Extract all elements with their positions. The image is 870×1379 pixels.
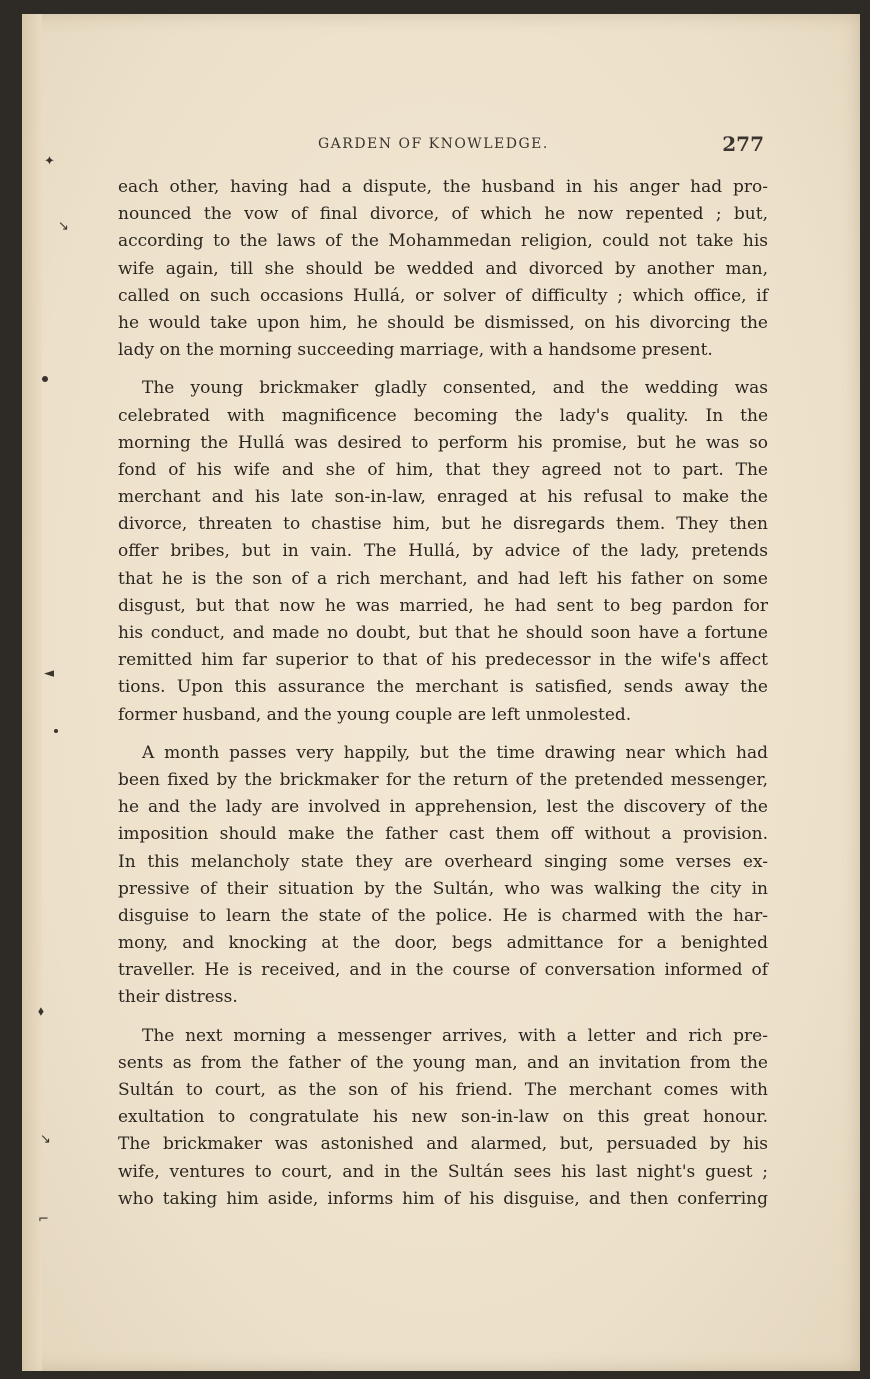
text-line: In this melancholy state they are overheard singing some verses ex- [118, 851, 768, 872]
text-line: A month passes very happily, but the time drawing near which had [142, 742, 768, 763]
text-line: The next morning a messenger arrives, with a letter and rich pre- [142, 1025, 768, 1046]
text-line: who taking him aside, informs him of his disguise, and then conferring [118, 1188, 768, 1209]
text-line: his conduct, and made no doubt, but that he should soon have a fortune [118, 623, 768, 643]
page-binding-edge [22, 14, 42, 1371]
text-line: divorce, threaten to chastise him, but he disregards them. They then [118, 514, 768, 535]
text-line: sents as from the father of the young man, and an invitation from the [118, 1052, 768, 1073]
text-line: he and the lady are involved in apprehension, lest the discovery of the [118, 797, 768, 818]
page-number: 277 [722, 132, 764, 156]
text-line: called on such occasions Hullá, or solver of difficulty ; which office, if [118, 285, 768, 306]
paragraph [118, 1023, 768, 1213]
paragraph [118, 740, 768, 1012]
text-line: pressive of their situation by the Sultán, who was walking the city in [118, 878, 768, 899]
page-header [118, 132, 768, 162]
paragraph [118, 375, 768, 728]
text-line: their distress. [118, 987, 238, 1008]
text-line: according to the laws of the Mohammedan religion, could not take his [118, 231, 768, 252]
text-line: mony, and knocking at the door, begs admittance for a benighted [118, 933, 768, 954]
text-line: morning the Hullá was desired to perform his promise, but he was so [118, 432, 768, 453]
text-line: exultation to congratulate his new son-in-law on this great honour. [118, 1107, 768, 1128]
text-line: offer bribes, but in vain. The Hullá, by advice of the lady, pretends [118, 541, 768, 562]
text-line: been fixed by the brickmaker for the return of the pretended messenger, [118, 769, 768, 790]
text-line: merchant and his late son-in-law, enraged at his refusal to make the [118, 487, 768, 508]
margin-mark: ⌐ [38, 1212, 49, 1227]
text-line: fond of his wife and she of him, that they agreed not to part. The [118, 459, 768, 480]
text-line: wife, ventures to court, and in the Sultán sees his last night's guest ; [118, 1161, 768, 1182]
text-line: lady on the morning succeeding marriage, with a handsome present. [118, 340, 713, 361]
margin-mark: ⬧ [38, 1004, 44, 1019]
text-line: The brickmaker was astonished and alarmed, but, persuaded by his [118, 1134, 768, 1155]
text-line: that he is the son of a rich merchant, and had left his father on some [118, 568, 768, 589]
margin-mark: ✦ [44, 154, 55, 169]
text-line: tions. Upon this assurance the merchant is satisfied, sends away the [118, 677, 768, 698]
book-page [22, 14, 860, 1371]
ink-blot [42, 376, 48, 382]
running-head: GARDEN OF KNOWLEDGE. [318, 136, 549, 152]
text-line: Sultán to court, as the son of his friend. The merchant comes with [118, 1080, 768, 1100]
page-body [118, 174, 768, 1224]
text-line: former husband, and the young couple are left unmolested. [118, 704, 632, 725]
text-line: The young brickmaker gladly consented, and the wedding was [142, 378, 768, 399]
paragraph [118, 174, 768, 364]
text-line: he would take upon him, he should be dismissed, on his divorcing the [118, 312, 768, 333]
margin-mark: ↘ [58, 219, 69, 234]
ink-blot [54, 729, 58, 733]
text-line: disgust, but that now he was married, he had sent to beg pardon for [118, 595, 768, 616]
text-line: nounced the vow of final divorce, of which he now repented ; but, [118, 204, 768, 225]
text-line: remitted him far superior to that of his predecessor in the wife's affect [118, 650, 768, 671]
text-line: disguise to learn the state of the police. He is charmed with the har- [118, 905, 768, 926]
margin-mark: ◄ [44, 666, 54, 681]
text-line: each other, having had a dispute, the husband in his anger had pro- [118, 177, 768, 197]
text-line: celebrated with magnificence becoming the lady's quality. In the [118, 405, 768, 426]
text-line: traveller. He is received, and in the course of conversation informed of [118, 960, 768, 981]
text-line: wife again, till she should be wedded and divorced by another man, [118, 258, 768, 279]
margin-mark: ↘ [40, 1132, 51, 1147]
text-line: imposition should make the father cast them off without a provision. [118, 824, 768, 845]
